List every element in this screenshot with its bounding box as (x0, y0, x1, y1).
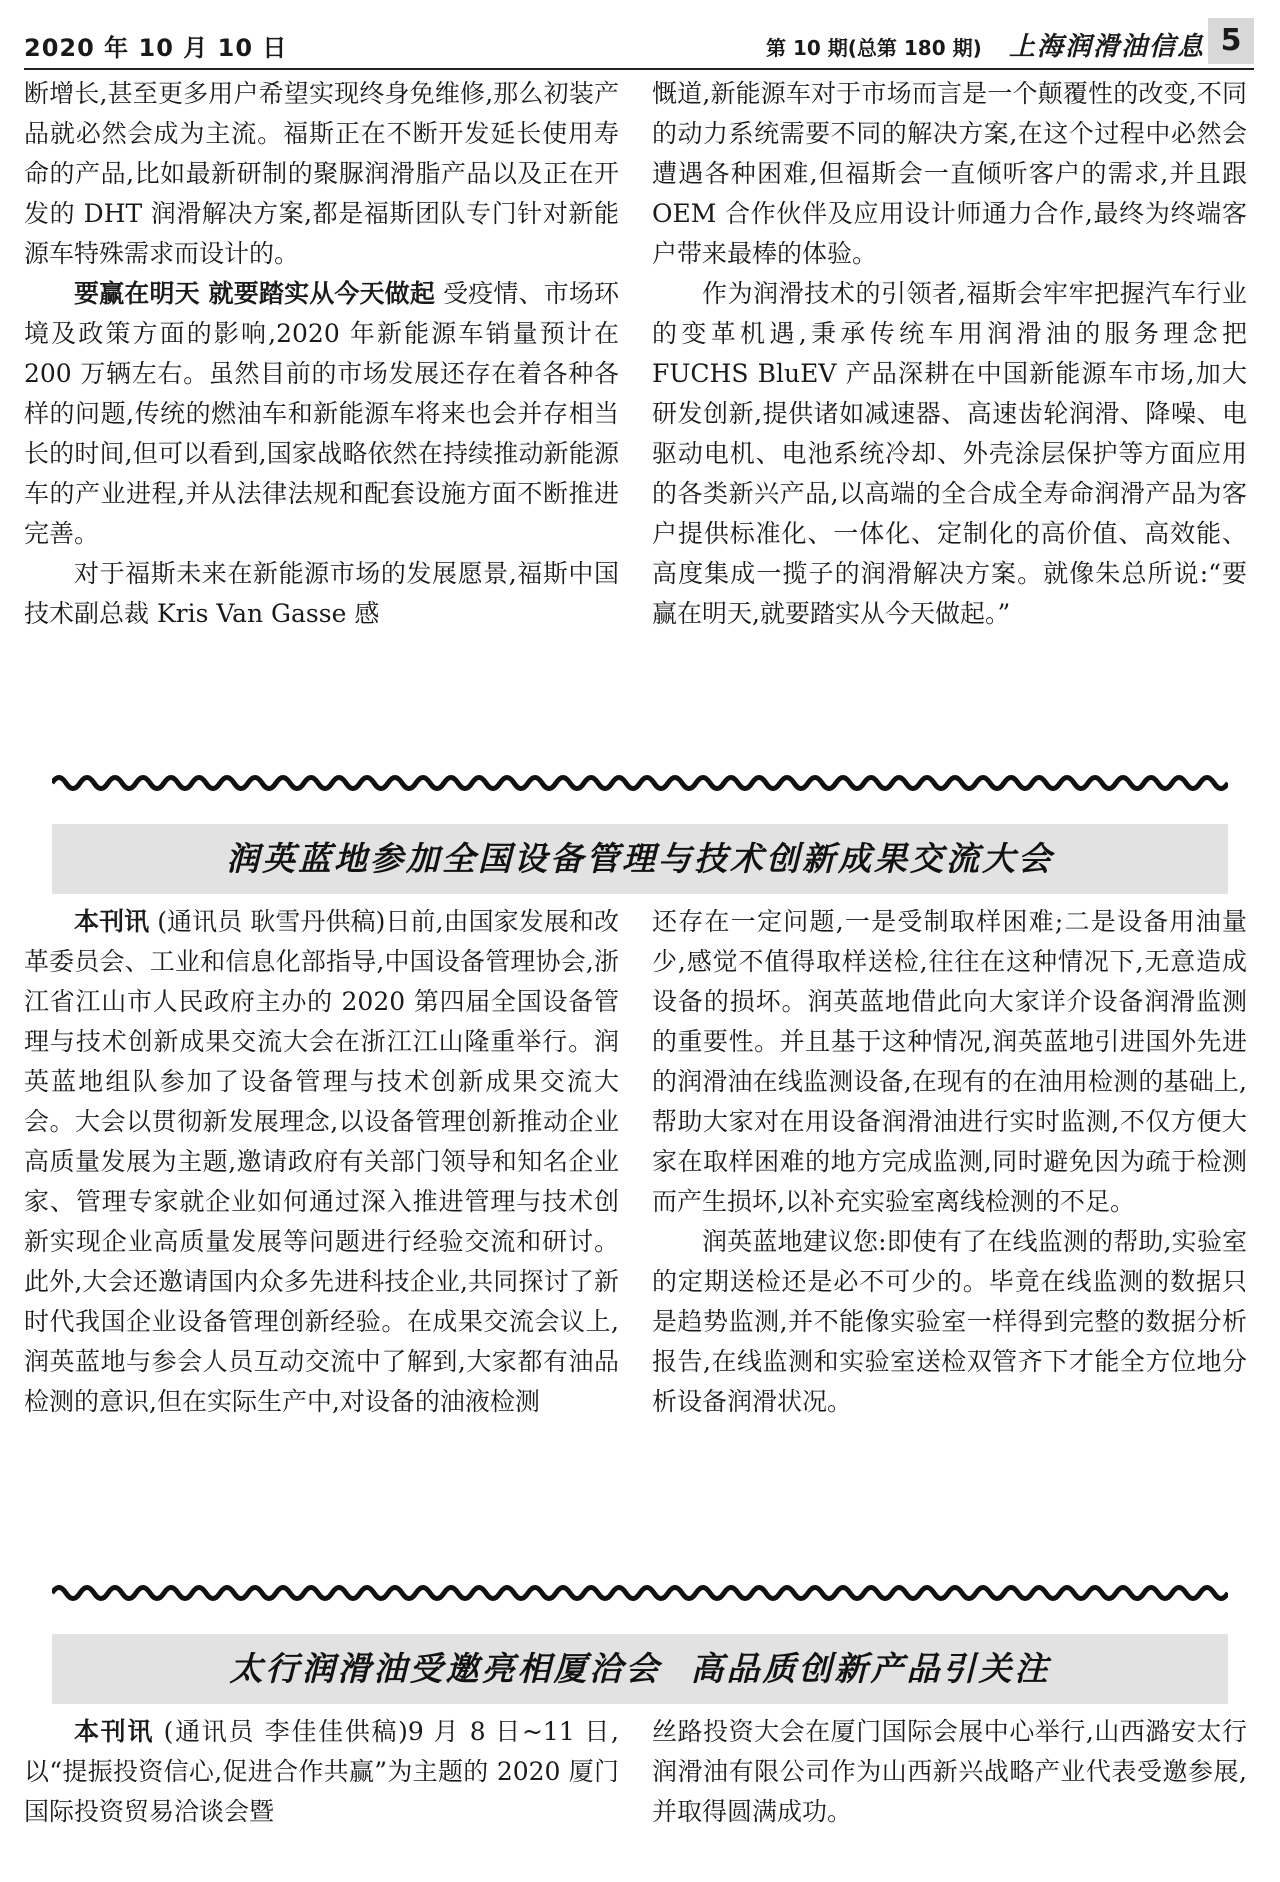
article-continued-left-column (24, 74, 619, 634)
issue-date: 2020 年 10 月 10 日 (24, 34, 288, 62)
paragraph: 作为润滑技术的引领者,福斯会牢牢把握汽车行业的变革机遇,秉承传统车用润滑油的服务理念把 FUCHS BluEV 产品深耕在中国新能源车市场,加大研发创新,提供诸如减速器、高速齿轮润滑、降噪、电驱动电机、电池系统冷却、外壳涂层保护等方面应用的各类新兴产品,以高端的全合成全寿命润滑产品为客户提供标准化、一体化、定制化的高价值、高效能、高度集成一揽子的润滑解决方案。就像朱总所说:“要赢在明天,就要踏实从今天做起。” (652, 279, 1247, 628)
article-headline-bar (52, 824, 1228, 894)
paragraph: 断增长,甚至更多用户希望实现终身免维修,那么初装产品就必然会成为主流。福斯正在不断开发延长使用寿命的产品,比如最新研制的聚脲润滑脂产品以及正在开发的 DHT 润滑解决方案,都是福斯团队专门针对新能源车特殊需求而设计的。 (24, 79, 619, 268)
article-2-left-column (24, 902, 619, 1422)
paragraph: 对于福斯未来在新能源市场的发展愿景,福斯中国技术副总裁 Kris Van Gasse 感 (24, 559, 619, 628)
article-2-right-column (652, 902, 1247, 1422)
page-header (24, 18, 1254, 70)
paragraph: 润英蓝地建议您:即使有了在线监测的帮助,实验室的定期送检还是必不可少的。毕竟在线监测的数据只是趋势监测,并不能像实验室一样得到完整的数据分析报告,在线监测和实验室送检双管齐下才能全方位地分析设备润滑状况。 (652, 1227, 1247, 1416)
paragraph-body: (通讯员 耿雪丹供稿)日前,由国家发展和改革委员会、工业和信息化部指导,中国设备管理协会,浙江省江山市人民政府主办的 2020 第四届全国设备管理与技术创新成果交流大会在浙江江山隆重举行。润英蓝地组队参加了设备管理与技术创新成果交流大会。大会以贯彻新发展理念,以设备管理创新推动企业高质量发展为主题,邀请政府有关部门领导和知名企业家、管理专家就企业如何通过深入推进管理与技术创新实现企业高质量发展等问题进行经验交流和研讨。此外,大会还邀请国内众多先进科技企业,共同探讨了新时代我国企业设备管理创新经验。在成果交流会议上,润英蓝地与参会人员互动交流中了解到,大家都有油品检测的意识,但在实际生产中,对设备的油液检测 (24, 907, 619, 1416)
page-number: 5 (1208, 18, 1254, 64)
article-3-right-column (652, 1712, 1247, 1832)
article-headline: 润英蓝地参加全国设备管理与技术创新成果交流大会 (226, 839, 1054, 878)
article-headline: 太行润滑油受邀亮相厦洽会 高品质创新产品引关注 (229, 1649, 1051, 1688)
paragraph: 慨道,新能源车对于市场而言是一个颠覆性的改变,不同的动力系统需要不同的解决方案,在这个过程中必然会遭遇各种困难,但福斯会一直倾听客户的需求,并且跟 OEM 合作伙伴及应用设计师通力合作,最终为终端客户带来最棒的体验。 (652, 79, 1247, 268)
dateline-lead: 本刊讯 (74, 1717, 155, 1746)
paragraph-body: 受疫情、市场环境及政策方面的影响,2020 年新能源车销量预计在 200 万辆左右。虽然目前的市场发展还存在着各种各样的问题,传统的燃油车和新能源车将来也会并存相当长的时间,但可以看到,国家战略依然在持续推动新能源车的产业进程,并从法律法规和配套设施方面不断推进完善。 (24, 279, 619, 548)
issue-number: 第 10 期(总第 180 期) (766, 36, 982, 60)
paragraph-body: (通讯员 李佳佳供稿)9 月 8 日~11 日,以“提振投资信心,促进合作共赢”为主题的 2020 厦门国际投资贸易洽谈会暨 (24, 1717, 619, 1826)
article-3-left-column (24, 1712, 619, 1832)
wave-divider (52, 1582, 1228, 1604)
article-headline-bar (52, 1634, 1228, 1704)
paragraph (24, 1712, 619, 1832)
paragraph (24, 902, 619, 1422)
dateline-lead: 本刊讯 (74, 907, 150, 936)
article-continued-right-column (652, 74, 1247, 634)
paragraph (24, 274, 619, 554)
paragraph: 丝路投资大会在厦门国际会展中心举行,山西潞安太行润滑油有限公司作为山西新兴战略产业代表受邀参展,并取得圆满成功。 (652, 1717, 1247, 1826)
paragraph: 还存在一定问题,一是受制取样困难;二是设备用油量少,感觉不值得取样送检,往往在这种情况下,无意造成设备的损坏。润英蓝地借此向大家详介设备润滑监测的重要性。并且基于这种情况,润英蓝地引进国外先进的润滑油在线监测设备,在现有的在油用检测的基础上,帮助大家对在用设备润滑油进行实时监测,不仅方便大家在取样困难的地方完成监测,同时避免因为疏于检测而产生损坏,以补充实验室离线检测的不足。 (652, 907, 1247, 1216)
publication-title: 上海润滑油信息 (1009, 32, 1206, 62)
section-subheading: 要赢在明天 就要踏实从今天做起 (74, 279, 435, 308)
wave-divider (52, 772, 1228, 794)
